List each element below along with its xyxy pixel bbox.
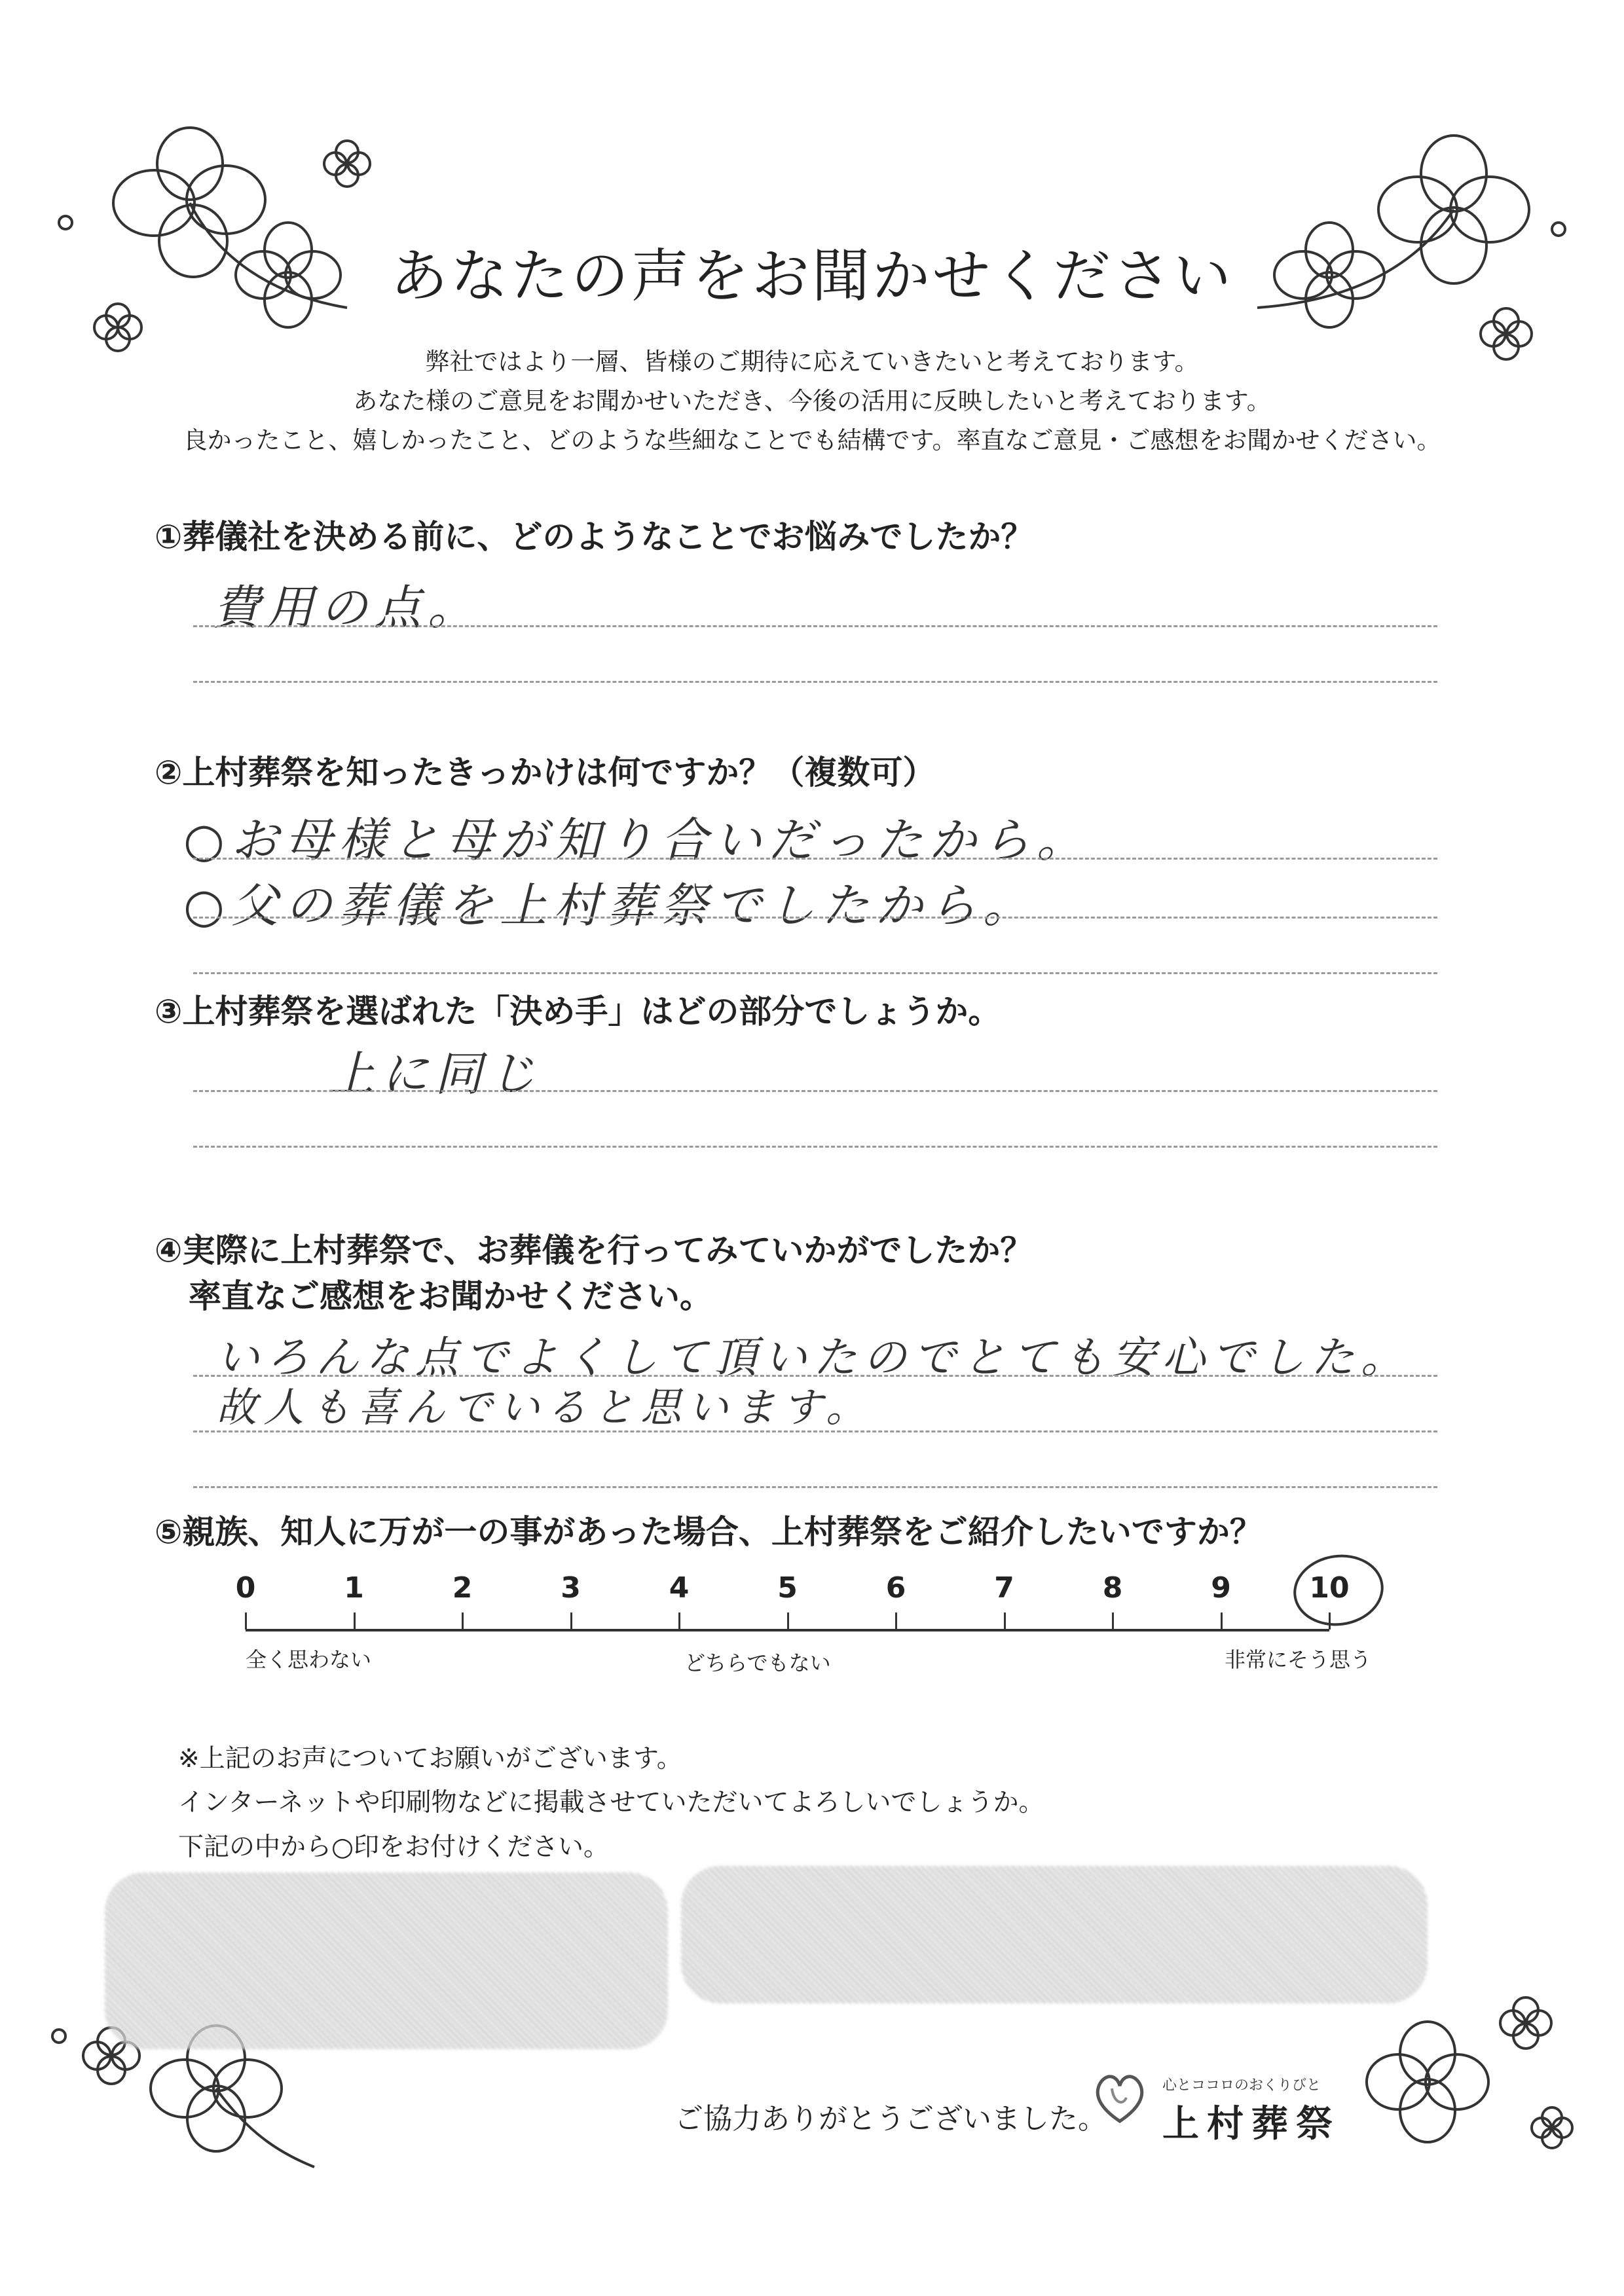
scale-tick-10 xyxy=(1329,1613,1331,1630)
scale-label-mid: どちらでもない xyxy=(684,1650,831,1675)
scale-tick-1 xyxy=(354,1613,356,1630)
scale-number-10: 10 xyxy=(1309,1571,1350,1605)
notice-line-3: 下記の中から○印をお付けください。 xyxy=(178,1832,610,1862)
scale-tick-8 xyxy=(1112,1613,1114,1630)
heart-logo-icon xyxy=(1094,2069,1146,2128)
notice-line-2: インターネットや印刷物などに掲載させていただいてよろしいでしょうか。 xyxy=(178,1788,1044,1817)
scale-label-low: 全く思わない xyxy=(246,1647,372,1672)
intro-line-3: 良かったこと、嬉しかったこと、どのような些細なことでも結構です。率直なご意見・ご感想をお聞かせください。 xyxy=(183,426,1441,454)
scale-axis xyxy=(246,1629,1329,1631)
scale-tick-2 xyxy=(462,1613,464,1630)
selected-circle-mark xyxy=(1289,1549,1388,1631)
scale-tick-4 xyxy=(678,1613,680,1630)
question-4-label-line-2: 率直なご感想をお聞かせください。 xyxy=(189,1277,712,1315)
brand-tagline: 心とココロのおくりびと xyxy=(1162,2077,1321,2094)
answer-rule xyxy=(193,972,1437,974)
redacted-area-right xyxy=(681,1866,1428,2003)
answer-rule xyxy=(193,858,1437,860)
scale-number-8: 8 xyxy=(1102,1571,1123,1605)
answer-rule xyxy=(193,681,1437,683)
question-4-answer-line-1: いろんな点でよくして頂いたのでとても安心でした。 xyxy=(216,1332,1411,1383)
scale-number-9: 9 xyxy=(1211,1571,1231,1605)
scale-number-6: 6 xyxy=(885,1571,906,1605)
answer-rule xyxy=(193,917,1437,919)
page-title: あなたの声をお聞かせください xyxy=(390,242,1234,310)
scale-number-5: 5 xyxy=(777,1571,798,1605)
question-2-label: ②上村葬祭を知ったきっかけは何ですか？（複数可） xyxy=(155,754,936,792)
intro-line-1: 弊社ではより一層、皆様のご期待に応えていきたいと考えております。 xyxy=(425,348,1199,376)
redacted-area-left xyxy=(105,1872,668,2049)
scale-tick-3 xyxy=(570,1613,572,1630)
question-2-answer-line-2: ○父の葬儀を上村葬祭でしたから。 xyxy=(183,878,1037,933)
question-4-label: ④実際に上村葬祭で、お葬儀を行ってみていかがでしたか？ xyxy=(155,1231,1033,1269)
scale-number-4: 4 xyxy=(669,1571,690,1605)
scale-label-high: 非常にそう思う xyxy=(1225,1647,1372,1672)
clover-decoration-bottom-right xyxy=(1349,1984,1611,2180)
scale-tick-5 xyxy=(787,1613,789,1630)
scale-tick-6 xyxy=(895,1613,897,1630)
answer-rule xyxy=(193,1430,1437,1432)
scale-tick-0 xyxy=(245,1613,247,1630)
answer-rule xyxy=(193,625,1437,627)
footer-thanks: ご協力ありがとうございました。 xyxy=(674,2102,1107,2136)
scale-tick-9 xyxy=(1221,1613,1223,1630)
question-1-answer-line-1: 費用の点。 xyxy=(213,580,482,635)
question-3-answer-line-1: 上に同じ xyxy=(327,1046,543,1101)
intro-line-2: あなた様のご意見をお聞かせいただき、今後の活用に反映したいと考えております。 xyxy=(353,387,1271,415)
scale-number-0: 0 xyxy=(235,1571,256,1605)
scale-number-7: 7 xyxy=(994,1571,1014,1605)
question-1-label: ①葬儀社を決める前に、どのようなことでお悩みでしたか？ xyxy=(155,518,1034,556)
answer-rule xyxy=(193,1090,1437,1092)
scale-number-2: 2 xyxy=(452,1571,473,1605)
answer-rule xyxy=(193,1486,1437,1488)
scale-number-3: 3 xyxy=(561,1571,581,1605)
notice-line-1: ※上記のお声についてお願いがございます。 xyxy=(178,1744,682,1774)
scale-tick-7 xyxy=(1004,1613,1006,1630)
question-2-answer-line-1: ○お母様と母が知り合いだったから。 xyxy=(183,812,1090,867)
answer-rule xyxy=(193,1146,1437,1148)
question-3-label: ③上村葬祭を選ばれた「決め手」はどの部分でしょうか。 xyxy=(155,993,1001,1030)
question-4-answer-line-2: 故人も喜んでいると思います。 xyxy=(216,1383,874,1431)
brand-name: 上村葬祭 xyxy=(1162,2103,1340,2145)
question-5-label: ⑤親族、知人に万が一の事があった場合、上村葬祭をご紹介したいですか？ xyxy=(155,1513,1263,1551)
scale-number-1: 1 xyxy=(344,1571,364,1605)
